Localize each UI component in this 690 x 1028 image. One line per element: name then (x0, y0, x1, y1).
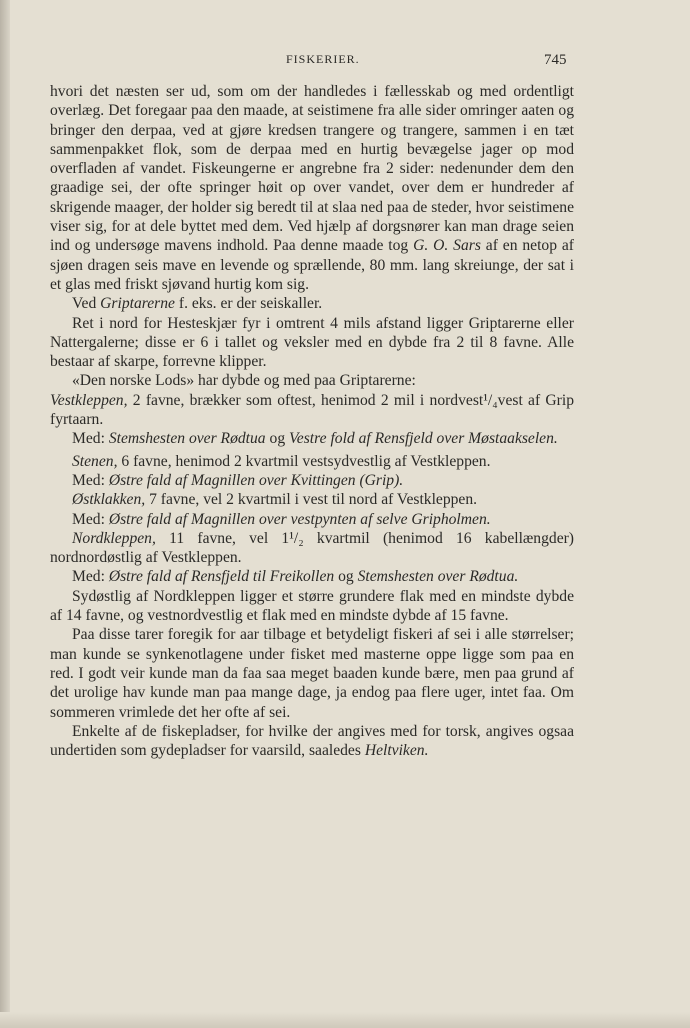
page-number: 745 (544, 52, 567, 68)
paragraph: Ret i nord for Hesteskjær fyr i omtrent 4 mils afstand ligger Griptarerne eller Nattergalerne; disse er 6 i tallet og veksler med en dybde fra 2 til 8 favne. Alle bestaar af skarpe, forrevne klipper. (50, 314, 574, 371)
bearing-line: Med: Stemshesten over Rødtua og Vestre fold af Rensfjeld over Møstaakselen. (72, 430, 558, 448)
bearing-line: Med: Østre fald af Rensfjeld til Freikollen og Stemshesten over Rødtua. (72, 568, 519, 586)
book-spine (0, 0, 10, 1028)
paragraph: Enkelte af de fiskepladser, for hvilke der angives med for torsk, angives ogsaa undertiden som gydepladser for vaarsild, saaledes Heltviken. (50, 722, 574, 760)
paragraph: «Den norske Lods» har dybde og med paa Griptarerne: (72, 372, 416, 390)
paragraph: Ved Griptarerne f. eks. er der seiskaller. (72, 295, 323, 313)
paragraph: Paa disse tarer foregik for aar tilbage et betydeligt fiskeri af sei i alle størrelser; man kunde se synkenotlagene under fisket med masterne oppe ligge som paa en red. I godt veir kunde man da faa saa meget baaden kunde bære, men paa grund af det urolige hav kunde man paa mange dage, ja endog paa flere uger, intet faa. Om sommeren vrimlede det her ofte af sei. (50, 626, 574, 721)
paragraph: Østklakken, 7 favne, vel 2 kvartmil i vest til nord af Vestkleppen. (72, 491, 478, 509)
page-body (50, 82, 574, 760)
page-header (0, 52, 690, 72)
paragraph: Sydøstlig af Nordkleppen ligger et større grundere flak med en mindste dybde af 14 favne, og vestnordvestlig et flak med en mindste dybde af 15 favne. (50, 587, 574, 625)
page-bottom-edge (0, 1012, 690, 1028)
bearing-line: Med: Østre fald af Magnillen over vestpynten af selve Gripholmen. (72, 510, 491, 528)
paragraph: Vestkleppen, 2 favne, brækker som oftest, henimod 2 mil i nordvest¹/₄vest af Grip fyrtaarn. (50, 391, 574, 429)
running-head: FISKERIER. (286, 52, 360, 66)
paragraph: Stenen, 6 favne, henimod 2 kvartmil vestsydvestlig af Vestkleppen. (72, 452, 491, 470)
bearing-line: Med: Østre fald af Magnillen over Kvittingen (Grip). (72, 471, 404, 489)
paragraph: hvori det næsten ser ud, som om der handledes i fællesskab og med ordentligt overlæg. Det foregaar paa den maade, at seistimene fra alle sider omringer aaten og bringer den derpaa, ved at gjøre kredsen trangere og trangere, sammen i en tæt sammenpakket flok, som de derpaa med en hurtig bevægelse jager op mod overfladen af vandet. Fiskeungerne er angrebne fra 2 sider: nedenunder dem den graadige sei, der ofte springer høit op over vandet, over dem er hundreder af skrigende maager, der holder sig beredt til at slaa ned paa de steder, hvor seistimene viser sig, for at dele byttet med dem. Ved hjælp af dorgsnører kan man drage seien ind og undersøge mavens indhold. Paa denne maade tog G. O. Sars af en netop af sjøen dragen seis mave en levende og sprællende, 80 mm. lang skreiunge, der sat i et glas med friskt sjøvand hurtig kom sig. (50, 83, 575, 293)
paragraph: Nordkleppen, 11 favne, vel 1¹/₂ kvartmil (henimod 16 kabellængder) nordnordøstlig af Vestkleppen. (50, 529, 575, 567)
